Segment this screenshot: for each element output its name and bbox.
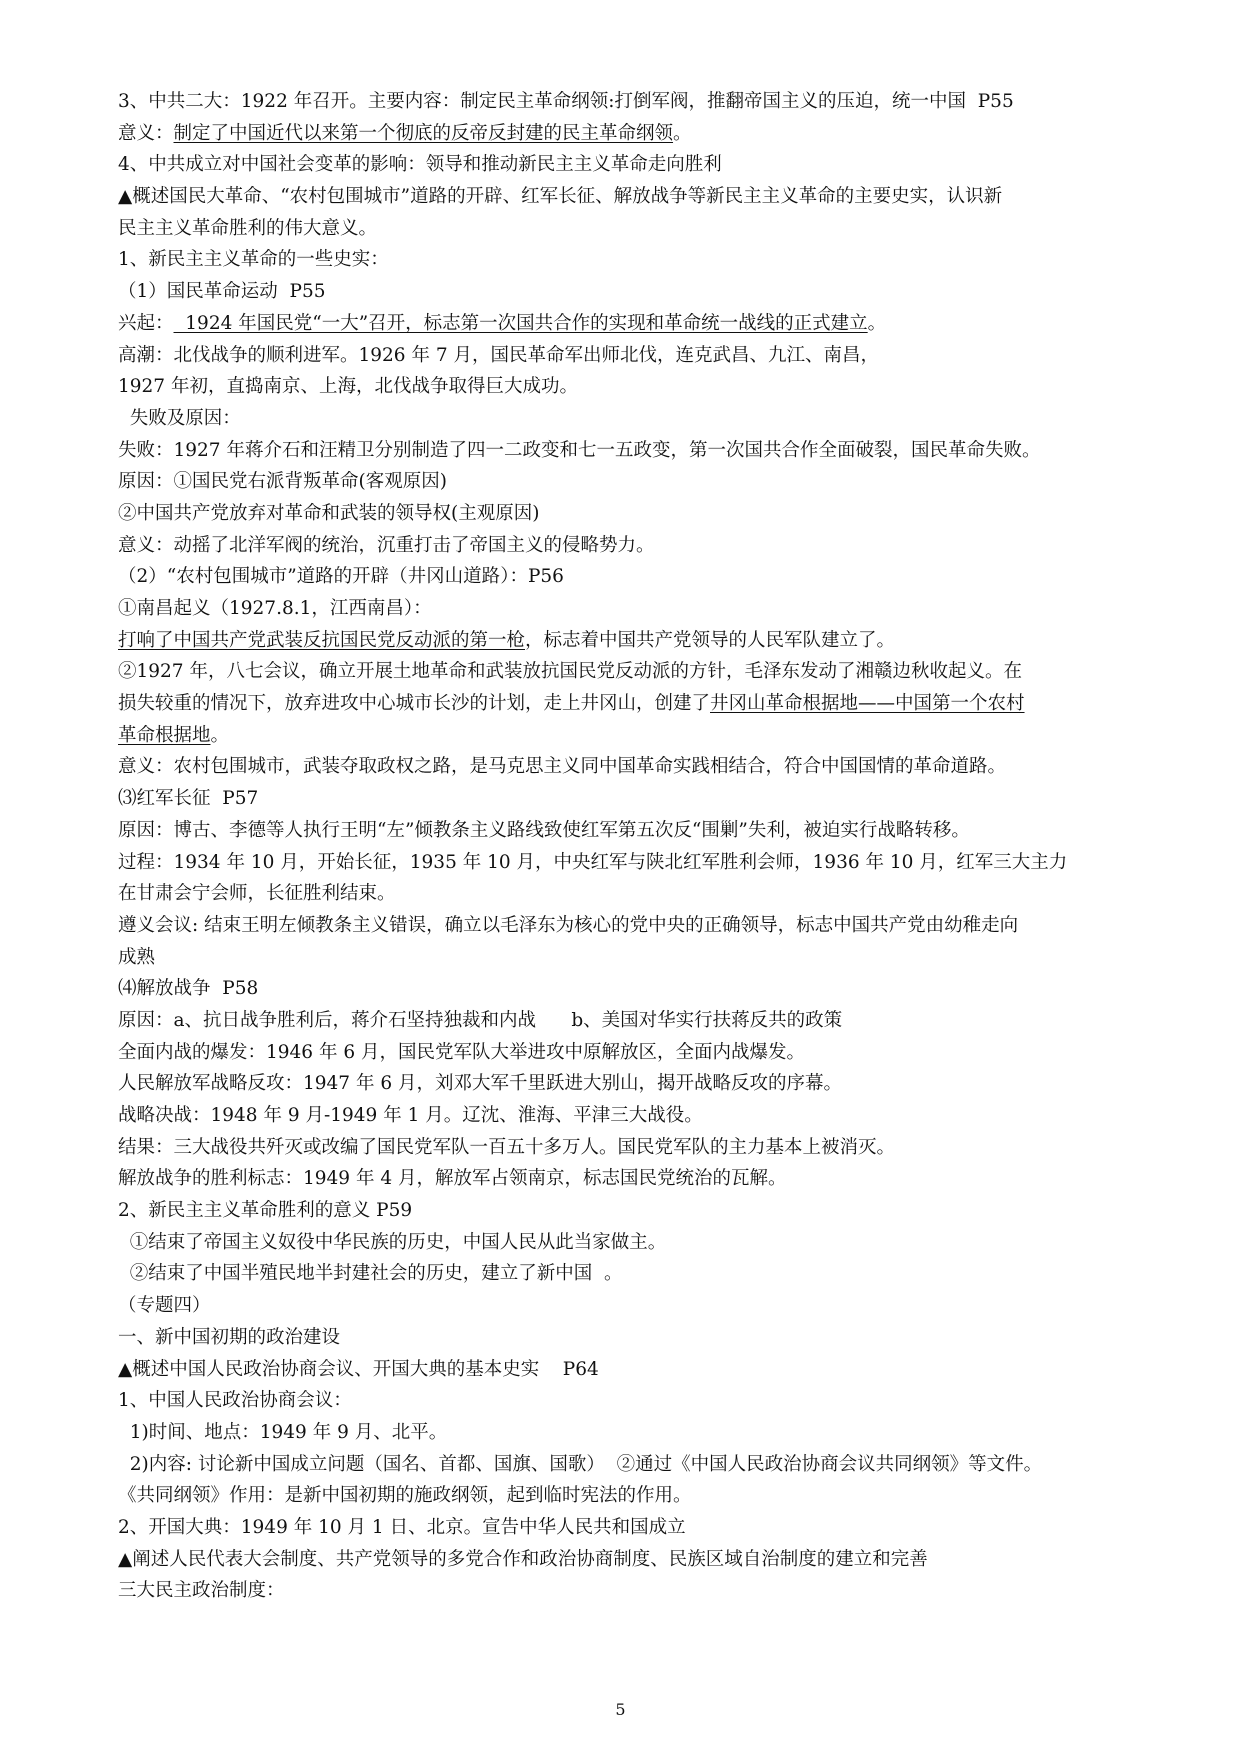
text-line: 2)内容: 讨论新中国成立问题（国名、首都、国旗、国歌） ②通过《中国人民政治协商会议共同纲领》等文件。 (118, 1453, 1043, 1475)
text-line: 三大民主政治制度： (118, 1580, 285, 1602)
text-line: ②结束了中国半殖民地半封建社会的历史，建立了新中国 。 (118, 1263, 623, 1285)
text-line: 在甘肃会宁会师，长征胜利结束。 (118, 883, 396, 905)
text-line: 3、中共二大：1922 年召开。主要内容：制定民主革命纲领:打倒军阀，推翻帝国主义的压迫，统一中国 P55 (118, 91, 1014, 112)
text-line: ②中国共产党放弃对革命和武装的领导权(主观原因) (118, 502, 540, 524)
text-line: ▲阐述人民代表大会制度、共产党领导的多党合作和政治协商制度、民族区域自治制度的建立和完善 (118, 1548, 928, 1570)
line-text: 。 (210, 724, 230, 746)
underlined-text: 1924 年国民党“一大”召开，标志第一次国共合作的实现和革命统一战线的正式建立 (173, 312, 868, 334)
text-line: ①结束了帝国主义奴役中华民族的历史，中国人民从此当家做主。 (118, 1231, 667, 1253)
underlined-text: 革命根据地 (118, 724, 211, 746)
text-line: 原因：博古、李德等人执行王明“左”倾教条主义路线致使红军第五次反“围剿”失利，被迫实行战略转移。 (118, 819, 970, 841)
text-line: 战略决战：1948 年 9 月-1949 年 1 月。辽沈、淮海、平津三大战役。 (118, 1105, 703, 1126)
text-line: 解放战争的胜利标志：1949 年 4 月，解放军占领南京，标志国民党统治的瓦解。 (118, 1168, 787, 1190)
page-number: 5 (615, 1700, 626, 1719)
text-line: （1）国民革命运动 P55 (118, 281, 326, 303)
text-line: ①南昌起义（1927.8.1，江西南昌）： (118, 598, 432, 619)
text-line: 高潮：北伐战争的顺利进军。1926 年 7 月，国民革命军出师北伐，连克武昌、九江、南昌， (118, 344, 879, 366)
underlined-text: 制定了中国近代以来第一个彻底的反帝反封建的民主革命纲领 (173, 122, 674, 144)
text-line: ②1927 年，八七会议，确立开展土地革命和武装放抗国民党反动派的方针，毛泽东发动了湘赣边秋收起义。在 (118, 661, 1022, 683)
text-line: 全面内战的爆发：1946 年 6 月，国民党军队大举进攻中原解放区，全面内战爆发。 (118, 1041, 805, 1063)
text-line: ▲概述中国人民政治协商会议、开国大典的基本史实 P64 (118, 1358, 599, 1380)
text-line: ▲概述国民大革命、“农村包围城市”道路的开辟、红军长征、解放战争等新民主主义革命的主要史实，认识新 (118, 186, 1003, 208)
text-line: ⑶红军长征 P57 (118, 788, 259, 810)
text-line: 意义：农村包围城市，武装夺取政权之路，是马克思主义同中国革命实践相结合，符合中国国情的革命道路。 (118, 756, 1007, 778)
text-line: 1927 年初，直捣南京、上海，北伐战争取得巨大成功。 (118, 376, 578, 398)
text-line: 一、新中国初期的政治建设 (118, 1326, 341, 1348)
text-line: 失败及原因： (118, 407, 241, 429)
text-line: （专题四） (118, 1295, 211, 1317)
text-line: 《共同纲领》作用：是新中国初期的施政纲领，起到临时宪法的作用。 (118, 1485, 692, 1507)
text-line: 意义：动摇了北洋军阀的统治，沉重打击了帝国主义的侵略势力。 (118, 534, 655, 556)
line-text: 。 (673, 122, 692, 144)
text-line: 4、中共成立对中国社会变革的影响：领导和推动新民主主义革命走向胜利 (118, 154, 722, 176)
text-line: 原因：①国民党右派背叛革命(客观原因) (118, 471, 447, 493)
text-line: 民主主义革命胜利的伟大意义。 (118, 217, 378, 239)
text-line: 人民解放军战略反攻：1947 年 6 月，刘邓大军千里跃进大别山，揭开战略反攻的序幕。 (118, 1073, 842, 1095)
text-line: 成熟 (118, 946, 156, 968)
text-line (118, 720, 1178, 752)
text-line: 原因：a、抗日战争胜利后，蒋介石坚持独裁和内战 b、美国对华实行扶蒋反共的政策 (118, 1009, 843, 1031)
text-line (118, 308, 1178, 340)
text-line (118, 625, 1178, 657)
document-page (118, 86, 1178, 1607)
text-line: 1、新民主主义革命的一些史实： (118, 249, 389, 271)
line-text: ，标志着中国共产党领导的人民军队建立了。 (525, 629, 896, 651)
text-line: 2、新民主主义革命胜利的意义 P59 (118, 1200, 413, 1222)
text-line: 结果：三大战役共歼灭或改编了国民党军队一百五十多万人。国民党军队的主力基本上被消灭。 (118, 1136, 896, 1158)
text-line (118, 688, 1178, 720)
underlined-text: 井冈山革命根据地——中国第一个农村 (710, 693, 1025, 715)
line-text: 兴起： (118, 312, 174, 334)
underlined-text: 打响了中国共产党武装反抗国民党反动派的第一枪 (118, 629, 526, 651)
text-line: ⑷解放战争 P58 (118, 978, 259, 1000)
text-line: 遵义会议: 结束王明左倾教条主义错误，确立以毛泽东为核心的党中央的正确领导，标志中国共产党由幼稚走向 (118, 914, 1019, 936)
line-text: 。 (867, 312, 887, 334)
text-line: 2、开国大典：1949 年 10 月 1 日、北京。宣告中华人民共和国成立 (118, 1516, 686, 1538)
line-text: 意义： (118, 122, 174, 144)
text-line: 1、中国人民政治协商会议： (118, 1390, 352, 1412)
text-line: 过程：1934 年 10 月，开始长征，1935 年 10 月，中央红军与陕北红军胜利会师，1936 年 10 月，红军三大主力 (118, 851, 1068, 873)
text-line (118, 118, 1178, 150)
text-line: 失败：1927 年蒋介石和汪精卫分别制造了四一二政变和七一五政变，第一次国共合作全面破裂，国民革命失败。 (118, 439, 1041, 461)
text-line: 1)时间、地点：1949 年 9 月、北平。 (118, 1421, 448, 1443)
text-line: （2）“农村包围城市”道路的开辟（井冈山道路）：P56 (118, 566, 564, 588)
line-text: 损失较重的情况下，放弃进攻中心城市长沙的计划，走上井冈山，创建了 (118, 693, 711, 715)
